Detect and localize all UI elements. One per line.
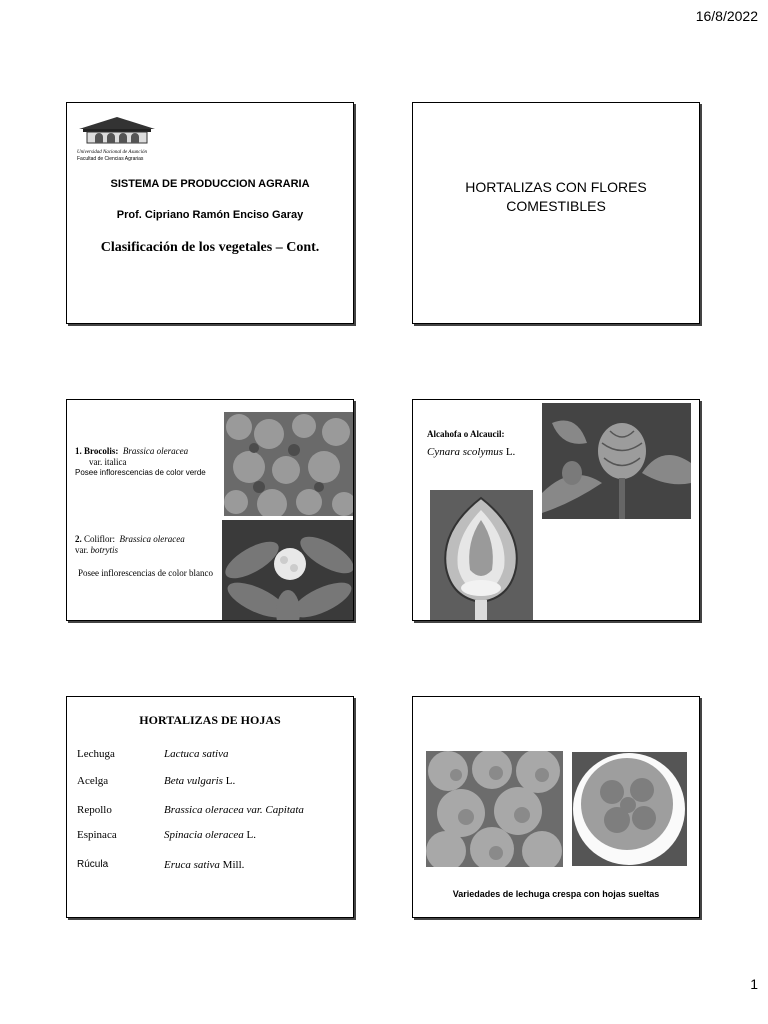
slide-2-title xyxy=(413,178,699,216)
broccoli-sci-name: Brassica oleracea xyxy=(122,446,189,456)
slide-1-heading: SISTEMA DE PRODUCCION AGRARIA xyxy=(110,178,310,190)
row-common-name: Lechuga xyxy=(77,748,115,760)
slide-6-caption: Variedades de lechuga crespa con hojas sueltas xyxy=(452,889,660,899)
artichoke-cut-photo xyxy=(430,490,533,621)
lettuce-plate-photo xyxy=(572,752,687,866)
slide-1-professor: Prof. Cipriano Ramón Enciso Garay xyxy=(116,209,304,221)
slide-5-title: HORTALIZAS DE HOJAS xyxy=(139,713,281,727)
slide-2-title-line-2: COMESTIBLES xyxy=(506,198,606,214)
broccoli-photo xyxy=(224,412,354,516)
slide-6 xyxy=(412,696,700,918)
row-sci-name: Beta vulgaris xyxy=(164,775,223,787)
row-common-name: Espinaca xyxy=(77,829,117,841)
row-author: L. xyxy=(246,829,256,841)
slide-1 xyxy=(66,102,354,324)
row-sci-name: Brassica oleracea var. Capitata xyxy=(164,804,304,816)
slide-3 xyxy=(66,399,354,621)
row-sci-name: Eruca sativa xyxy=(164,859,220,871)
row-sci xyxy=(164,859,244,871)
broccoli-number: 1. xyxy=(75,446,82,456)
artichoke-author: L. xyxy=(505,446,516,458)
slide-4 xyxy=(412,399,700,621)
cauliflower-description: Posee inflorescencias de color blanco xyxy=(78,568,213,578)
row-sci xyxy=(164,829,256,841)
artichoke-common-name: Alcahofa o Alcaucil: xyxy=(427,429,505,439)
university-logo xyxy=(77,115,157,162)
slide-2 xyxy=(412,102,700,324)
row-author: Mill. xyxy=(222,859,245,871)
cauliflower-var-prefix: var. xyxy=(75,545,89,555)
cauliflower-sci-name: Brassica oleracea xyxy=(119,534,185,544)
broccoli-variety: var. italica xyxy=(89,457,127,467)
logo-line-1: Universidad Nacional de Asunción xyxy=(77,150,148,155)
artichoke-sci-name: Cynara scolymus xyxy=(427,446,504,458)
page-date: 16/8/2022 xyxy=(695,8,758,24)
slide-5 xyxy=(66,696,354,918)
lettuce-field-photo xyxy=(426,751,563,867)
cauliflower-photo xyxy=(222,520,354,621)
cauliflower-number: 2. xyxy=(75,534,82,544)
logo-line-2: Facultad de Ciencias Agrarias xyxy=(77,156,144,162)
cauliflower-entry xyxy=(75,534,225,579)
row-common-name: Rúcula xyxy=(77,859,109,870)
row-common-name: Acelga xyxy=(77,775,109,787)
artichoke-sci-line xyxy=(427,446,515,458)
broccoli-entry xyxy=(75,446,225,478)
broccoli-name: Brocolis: xyxy=(84,446,119,456)
row-common-name: Repollo xyxy=(77,804,112,816)
page-number: 1 xyxy=(750,976,758,992)
cauliflower-variety: botrytis xyxy=(90,545,119,555)
row-sci xyxy=(164,775,235,787)
row-sci-name: Lactuca sativa xyxy=(164,748,229,760)
building-icon xyxy=(77,115,157,145)
row-sci-name: Spinacia oleracea xyxy=(164,829,244,841)
slide-2-title-line-1: HORTALIZAS CON FLORES xyxy=(465,179,647,195)
cauliflower-name: Coliflor: xyxy=(84,534,115,544)
broccoli-description: Posee inflorescencias de color verde xyxy=(75,468,206,477)
slide-1-subtitle: Clasificación de los vegetales – Cont. xyxy=(100,240,320,255)
artichoke-plant-photo xyxy=(542,403,691,519)
row-author: L. xyxy=(225,775,236,787)
